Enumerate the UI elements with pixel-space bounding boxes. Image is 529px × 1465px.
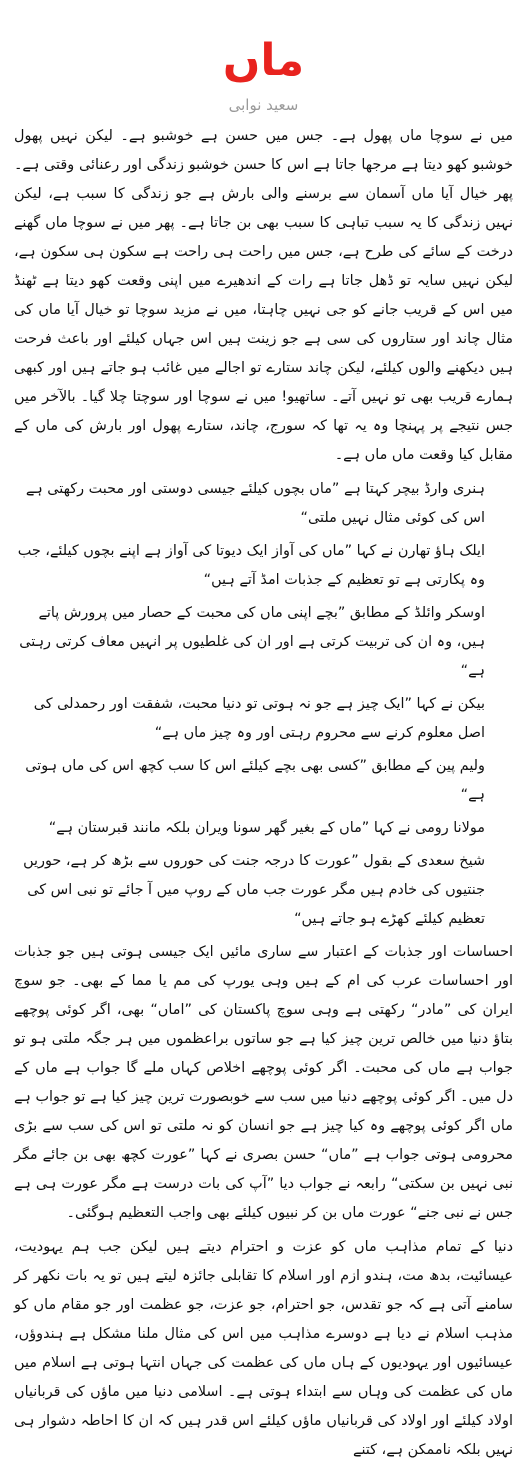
quote-william-penn: ولیم پین کے مطابق ”کسی بھی بچے کیلئے اس کا سب کچھ اس کی ماں ہوتی ہے“: [25, 758, 485, 803]
quote-sheikh-saadi: شیخ سعدی کے بقول ”عورت کا درجہ جنت کی حوروں سے بڑھ کر ہے، حوریں جنتیوں کی خادم ہیں مگر عورت جب ماں کے روپ میں آ جائے تو نبی اس کی تعظیم کیلئے کھڑے ہو جاتے ہیں“: [23, 853, 485, 927]
article-title: ماں: [222, 35, 305, 86]
author-name: سعید نوابی: [228, 96, 299, 114]
quote-maulana-rumi: مولانا رومی نے کہا ”ماں کے بغیر گھر سونا ویران بلکہ مانند قبرستان ہے“: [48, 820, 485, 836]
quote-hawthorne: ایلک ہاؤ تھارن نے کہا ”ماں کی آواز ایک دیوتا کی آواز ہے اپنے بچوں کیلئے، جب وہ پکارتی ہے تو تعظیم کے جذبات امڈ آتے ہیں“: [17, 543, 485, 588]
quote-henry-ward-beecher: ہنری وارڈ بیچر کہتا ہے ”ماں بچوں کیلئے جیسی دوستی اور محبت رکھتی ہے اس کی کوئی مثال نہیں ملتی“: [25, 481, 485, 526]
religions-paragraph: دنیا کے تمام مذاہب ماں کو عزت و احترام دیتے ہیں لیکن جب ہم یہودیت، عیسائیت، بدھ مت، ہندو ازم اور اسلام کا تقابلی جائزہ لیتے ہیں تو یہ بات نکھر کر سامنے آتی ہے کہ جو تقدس، جو احترام، جو عزت، جو عظمت اور جو مقام ماں کو مذہب اسلام نے دیا ہے دوسرے مذاہب میں اس کی مثال ملنا مشکل ہے ہندوؤں، عیسائیوں اور یہودیوں کے ہاں ماں کی عظمت کی جہاں انتہا ہوتی ہے اسلام میں ماں کی عظمت کی وہاں سے ابتداء ہوتی ہے۔ اسلامی دنیا میں ماؤں کی قربانیاں اولاد کیلئے اور اولاد کی قربانیاں ماؤں کیلئے اس قدر ہیں کہ ان کا احاطہ دشوار ہی نہیں بلکہ ناممکن ہے، کتنے: [14, 1239, 513, 1458]
quote-bacon: بیکن نے کہا ”ایک چیز ہے جو نہ ہوتی تو دنیا محبت، شفقت اور رحمدلی کی اصل معلوم کرنے سے محروم رہتی اور وہ چیز ماں ہے“: [33, 696, 485, 741]
intro-paragraph: میں نے سوچا ماں پھول ہے۔ جس میں حسن ہے خوشبو ہے۔ لیکن نہیں پھول خوشبو کھو دیتا ہے مرجھا جاتا ہے اس کا حسن خوشبو زندگی اور رعنائی وقتی ہے۔ پھر خیال آیا ماں آسمان سے برسنے والی بارش ہے جو زندگی کا سبب ہے، لیکن نہیں زندگی کا یہ سبب تباہی کا سبب بھی بن جاتا ہے۔ پھر میں نے سوچا ماں گھنے درخت کے سائے کی طرح ہے، جس میں راحت ہی راحت ہے سکون ہی سکون ہے، لیکن نہیں سایہ تو ڈھل جاتا ہے رات کے اندھیرے میں اپنی وقعت کھو دیتا ہے ٹھنڈ میں اس کے قریب جانے کو جی نہیں چاہتا، میں نے مزید سوچا تو خیال آیا ماں کی مثال چاند اور ستاروں کی سی ہے جو زینت ہیں اس جہاں کیلئے اور باعث فرحت ہیں دیکھنے والوں کیلئے، لیکن چاند ستارے تو اجالے میں غائب ہو جاتے ہیں اور کبھی ہمارے قریب بھی تو نہیں آتے۔ ساتھیو! میں نے سوچا اور سوچتا چلا گیا۔ بالآخر میں جس نتیجے پر پہنچا وہ یہ تھا کہ سورج، چاند، ستارے پھول اور بارش کی ماں کے مقابل کیا وقعت ماں ماں ہے۔: [14, 128, 513, 463]
quote-oscar-wilde: اوسکر وائلڈ کے مطابق ”بچے اپنی ماں کی محبت کے حصار میں پرورش پاتے ہیں، وہ ان کی تربیت کرتی ہے اور ان کی غلطیوں پر انہیں معاف کرتی رہتی ہے“: [19, 605, 485, 679]
article-body: [14, 122, 513, 1465]
feelings-paragraph: احساسات اور جذبات کے اعتبار سے ساری مائیں ایک جیسی ہوتی ہیں جو جذبات اور احساسات عرب کی ام کے ہیں وہی یورپ کی مم یا مما کے بھی۔ جو سوچ ایران کی ”مادر“ رکھتی ہے وہی سوچ پاکستان کی ”اماں“ بھی، اگر کوئی پوچھے بتاؤ دنیا میں خالص ترین چیز کیا ہے جو ساتوں براعظموں میں ہر جگہ ملتی ہو تو جواب ہے ماں کی محبت۔ اگر کوئی پوچھے اخلاص کہاں ملے گا جواب ہے ماں کے دل میں۔ اگر کوئی پوچھے دنیا میں سب سے خوبصورت ترین چیز کیا ہے تو جواب ہے ماں اگر کوئی پوچھے وہ کیا چیز ہے جو انسان کو نہ ملتی تو اس کی سب سے بڑی محرومی ہوتی جواب ہے ”ماں“ حسن بصری نے کہا ”عورت کچھ بھی بن جائے مگر نبی نہیں بن سکتی“ رابعہ نے جواب دیا ”آپ کی بات درست ہے مگر عورت ہی ہے جس نے نبی جنے“ عورت ماں بن کر نبیوں کیلئے بھی واجب التعظیم ہوگئی۔: [14, 944, 513, 1221]
